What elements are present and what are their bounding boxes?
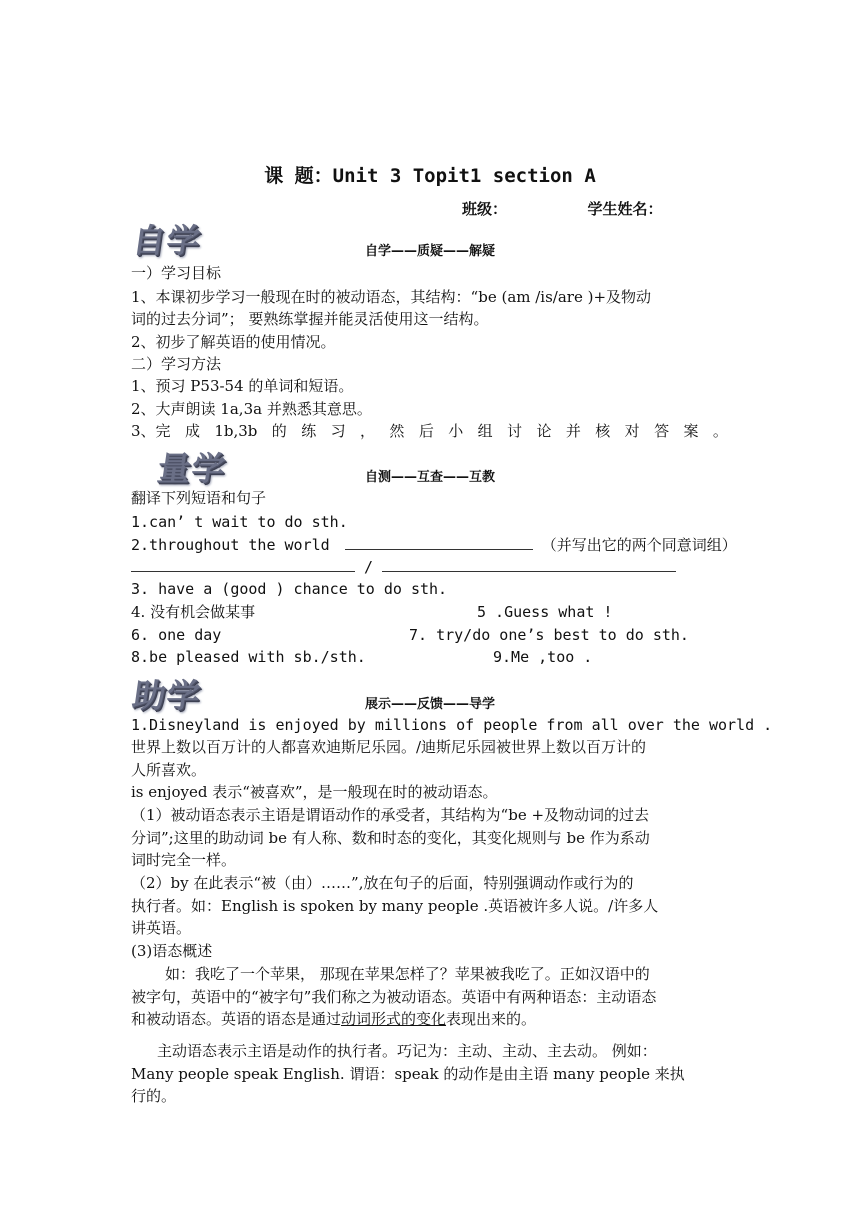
translation-line: 世界上数以百万计的人都喜欢迪斯尼乐园。/迪斯尼乐园被世界上数以百万计的 xyxy=(131,738,647,756)
point-1 xyxy=(131,804,731,872)
method2: 2、大声朗读 1a,3a 并熟悉其意思。 xyxy=(131,400,372,418)
method3-part: 1b,3b xyxy=(214,422,258,440)
goal1-line1: 1、本课初步学习一般现在时的被动语态，其结构：“be (am /is/are )+及物动 xyxy=(131,288,652,306)
answer-blank[interactable] xyxy=(382,557,676,572)
answer-blank[interactable] xyxy=(345,535,533,550)
page-title: 课 题：Unit 3 Topit1 section A xyxy=(264,165,596,187)
item-1: 1.can’ t wait to do sth. xyxy=(131,513,348,531)
voice-overview xyxy=(131,963,731,1031)
methods-heading: 二）学习方法 xyxy=(131,355,222,373)
item-2-note: （并写出它的两个同意词组） xyxy=(541,536,737,554)
item-2 xyxy=(131,535,737,555)
active-line: 主动语态表示主语是动作的执行者。巧记为：主动、主动、主去动。 例如： xyxy=(157,1042,657,1060)
point-2 xyxy=(131,872,731,940)
zixue-logo: 自学 xyxy=(129,221,204,260)
item-5: 5 .Guess what ! xyxy=(477,603,613,621)
point-1-line: 词时完全一样。 xyxy=(131,851,237,869)
method3-part: 练 xyxy=(301,422,317,440)
item-2-synonyms xyxy=(131,557,676,577)
method3-part: 论 xyxy=(536,422,552,440)
liangxue-logo: 量学 xyxy=(154,449,229,488)
example-translation xyxy=(131,736,731,781)
point-2-line: 执行者。如：English is spoken by many people .英语被许多人说。/许多人 xyxy=(131,896,659,915)
point-3-heading: (3)语态概述 xyxy=(131,942,213,960)
active-line: Many people speak English. 谓语：speak 的动作是由主语 many people 来执 xyxy=(131,1064,685,1083)
goals-heading: 一）学习目标 xyxy=(131,264,222,282)
point-1-line: 分词”;这里的助动词 be 有人称、数和时态的变化，其变化规则与 be 作为系动 xyxy=(131,828,650,847)
explanation-enjoyed: is enjoyed 表示“被喜欢”，是一般现在时的被动语态。 xyxy=(131,783,498,801)
translate-instruction: 翻译下列短语和句子 xyxy=(131,489,267,507)
student-name-label: 学生姓名： xyxy=(587,200,663,218)
overview-line: 如：我吃了一个苹果， 那现在苹果怎样了？苹果被我吃了。正如汉语中的 xyxy=(165,965,650,983)
class-label: 班级： xyxy=(462,200,508,218)
method3-part: 成 xyxy=(184,422,200,440)
item-4: 4. 没有机会做某事 xyxy=(131,603,256,621)
zhuxue-logo: 助学 xyxy=(129,676,204,715)
method3-part: 然 xyxy=(389,422,405,440)
overview-line: 被字句，英语中的“被字句”我们称之为被动语态。英语中有两种语态：主动语态 xyxy=(131,987,657,1006)
student-info-line xyxy=(462,198,663,219)
point-1-line: （1）被动语态表示主语是谓语动作的承受者，其结构为“be +及物动词的过去 xyxy=(131,806,650,824)
method3-part: 后 xyxy=(418,422,434,440)
method3-part: 。 xyxy=(712,422,728,440)
method3-part: 习 xyxy=(330,422,346,440)
slash-separator: / xyxy=(364,558,374,576)
overview-text: 表现出来的。 xyxy=(446,1010,537,1028)
overview-line xyxy=(131,1008,731,1031)
translation-line: 人所喜欢。 xyxy=(131,760,207,779)
item-2-text: 2.throughout the world xyxy=(131,536,330,554)
point-2-line: （2）by 在此表示“被（由）……”,放在句子的后面，特别强调动作或行为的 xyxy=(131,874,634,892)
section1-heading: 自学——质疑——解疑 xyxy=(364,244,495,259)
overview-text: 和被动语态。英语的语态是通过 xyxy=(131,1010,342,1028)
method3-part: 组 xyxy=(477,422,493,440)
method3-part: 答 xyxy=(654,422,670,440)
item-8: 8.be pleased with sb./sth. xyxy=(131,648,366,666)
point-2-line: 讲英语。 xyxy=(131,919,192,937)
item-6: 6. one day xyxy=(131,626,222,644)
method3-part: 小 xyxy=(448,422,464,440)
method3-part: 案 xyxy=(683,422,699,440)
method3-part: 核 xyxy=(595,422,611,440)
item-3: 3. have a (good ) chance to do sth. xyxy=(131,580,448,598)
goal1-line2: 词的过去分词”； 要熟练掌握并能灵活使用这一结构。 xyxy=(131,310,489,328)
active-line: 行的。 xyxy=(131,1087,177,1105)
method3-part: ， xyxy=(360,422,376,440)
answer-blank[interactable] xyxy=(131,557,355,572)
goal2: 2、初步了解英语的使用情况。 xyxy=(131,333,336,351)
item-7: 7. try/do one’s best to do sth. xyxy=(409,626,689,644)
method3 xyxy=(131,421,728,441)
method3-part: 的 xyxy=(271,422,287,440)
active-voice-note xyxy=(131,1040,731,1108)
item-9: 9.Me ,too . xyxy=(493,648,593,666)
method3-part: 3、完 xyxy=(131,422,171,440)
example-sentence: 1.Disneyland is enjoyed by millions of people from all over the world . xyxy=(131,716,773,734)
method3-part: 讨 xyxy=(507,422,523,440)
method3-part: 对 xyxy=(624,422,640,440)
method1: 1、预习 P53-54 的单词和短语。 xyxy=(131,377,354,395)
underlined-phrase: 动词形式的变化 xyxy=(341,1010,447,1028)
method3-part: 并 xyxy=(565,422,581,440)
section2-heading: 自测——互查——互教 xyxy=(364,470,495,485)
section3-heading: 展示——反馈——导学 xyxy=(364,697,495,712)
